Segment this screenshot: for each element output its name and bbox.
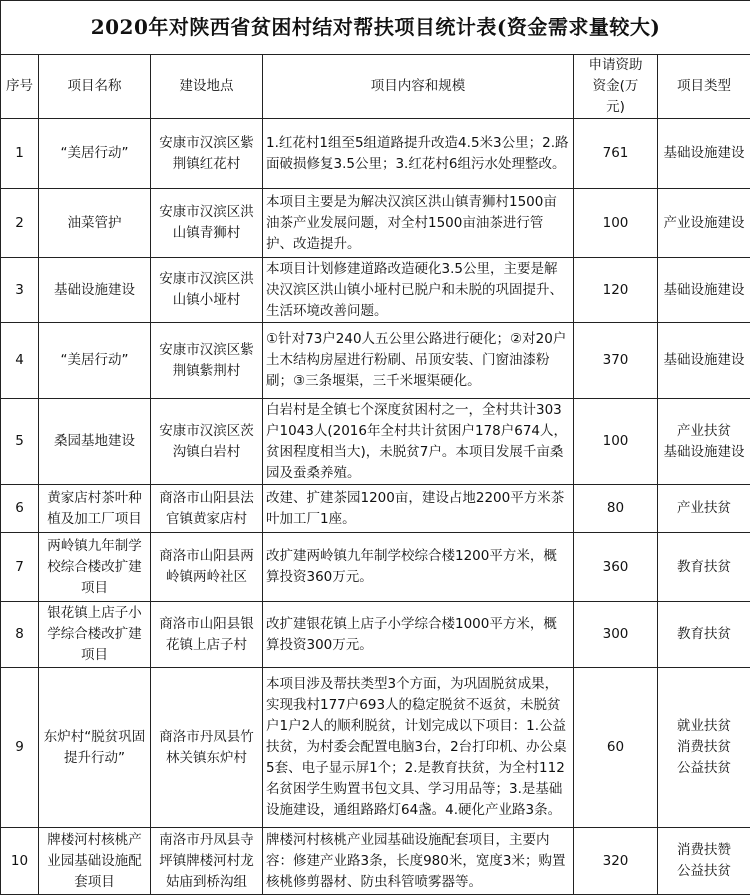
project-type bbox=[658, 602, 750, 668]
project-name: 东炉村“脱贫巩固提升行动” bbox=[39, 668, 151, 828]
content: 本项目计划修建道路改造硬化3.5公里，主要是解决汉滨区洪山镇小垭村已脱户和未脱的巩固提升、生活环境改善问题。 bbox=[263, 258, 574, 323]
project-type-item: 就业扶贫 bbox=[660, 716, 748, 737]
project-type-item: 基础设施建设 bbox=[660, 143, 748, 164]
location: 安康市汉滨区洪山镇小垭村 bbox=[151, 258, 263, 323]
project-name: “美居行动” bbox=[39, 323, 151, 399]
content: 改扩建两岭镇九年制学校综合楼1200平方米，概算投资360万元。 bbox=[263, 533, 574, 602]
project-type-item: 产业扶贫 bbox=[660, 421, 748, 442]
table-row bbox=[1, 668, 750, 828]
project-name: 两岭镇九年制学校综合楼改扩建项目 bbox=[39, 533, 151, 602]
location: 商洛市山阳县两岭镇两岭社区 bbox=[151, 533, 263, 602]
header-no: 序号 bbox=[1, 55, 39, 119]
funds: 80 bbox=[574, 485, 658, 533]
header-name: 项目名称 bbox=[39, 55, 151, 119]
project-type-item: 基础设施建设 bbox=[660, 442, 748, 463]
project-name: 黄家店村茶叶种植及加工厂项目 bbox=[39, 485, 151, 533]
header-content: 项目内容和规模 bbox=[263, 55, 574, 119]
location: 安康市汉滨区茨沟镇白岩村 bbox=[151, 399, 263, 485]
content: ①针对73户240人五公里公路进行硬化；②对20户土木结构房屋进行粉刷、吊顶安装、门窗油漆粉刷；③三条堰渠，三千米堰渠硬化。 bbox=[263, 323, 574, 399]
funds: 100 bbox=[574, 189, 658, 258]
project-type-item: 消费扶赞 bbox=[660, 840, 748, 861]
row-no: 2 bbox=[1, 189, 39, 258]
funds: 120 bbox=[574, 258, 658, 323]
row-no: 9 bbox=[1, 668, 39, 828]
funds: 370 bbox=[574, 323, 658, 399]
row-no: 4 bbox=[1, 323, 39, 399]
location: 商洛市山阳县银花镇上店子村 bbox=[151, 602, 263, 668]
project-name: 油菜管护 bbox=[39, 189, 151, 258]
location: 商洛市山阳县法官镇黄家店村 bbox=[151, 485, 263, 533]
row-no: 7 bbox=[1, 533, 39, 602]
content: 牌楼河村核桃产业园基础设施配套项目，主要内容：修建产业路3条，长度980米，宽度3米；购置核桃修剪器材、防虫科管喷雾器等。 bbox=[263, 828, 574, 895]
table-row bbox=[1, 828, 750, 895]
project-type-item: 公益扶贫 bbox=[660, 861, 748, 882]
funds: 360 bbox=[574, 533, 658, 602]
header-location: 建设地点 bbox=[151, 55, 263, 119]
funds: 60 bbox=[574, 668, 658, 828]
funds: 300 bbox=[574, 602, 658, 668]
table-row bbox=[1, 189, 750, 258]
project-type bbox=[658, 323, 750, 399]
project-type bbox=[658, 668, 750, 828]
table-row bbox=[1, 399, 750, 485]
project-name: 基础设施建设 bbox=[39, 258, 151, 323]
table-row bbox=[1, 258, 750, 323]
content: 1.红花村1组至5组道路提升改造4.5米3公里；2.路面破损修复3.5公里；3.红花村6组污水处理整改。 bbox=[263, 119, 574, 189]
row-no: 1 bbox=[1, 119, 39, 189]
table-row bbox=[1, 323, 750, 399]
project-name: 牌楼河村核桃产业园基础设施配套项目 bbox=[39, 828, 151, 895]
project-type bbox=[658, 485, 750, 533]
content: 本项目主要是为解决汉滨区洪山镇青狮村1500亩油茶产业发展问题，对全村1500亩油茶进行管护、改造提升。 bbox=[263, 189, 574, 258]
header-row bbox=[1, 55, 750, 119]
table-row bbox=[1, 533, 750, 602]
content: 白岩村是全镇七个深度贫困村之一，全村共计303户1043人(2016年全村共计贫困户178户674人，贫困程度相当大)，未脱贫7户。本项目发展千亩桑园及蚕桑养殖。 bbox=[263, 399, 574, 485]
table-row bbox=[1, 485, 750, 533]
project-type bbox=[658, 533, 750, 602]
content: 改扩建银花镇上店子小学综合楼1000平方米，概算投资300万元。 bbox=[263, 602, 574, 668]
project-type-item: 教育扶贫 bbox=[660, 557, 748, 578]
project-type-item: 教育扶贫 bbox=[660, 624, 748, 645]
project-type bbox=[658, 258, 750, 323]
project-type-item: 基础设施建设 bbox=[660, 280, 748, 301]
row-no: 8 bbox=[1, 602, 39, 668]
content: 改建、扩建茶园1200亩，建设占地2200平方米茶叶加工厂1座。 bbox=[263, 485, 574, 533]
project-type-item: 产业扶贫 bbox=[660, 498, 748, 519]
funds: 761 bbox=[574, 119, 658, 189]
funds: 100 bbox=[574, 399, 658, 485]
row-no: 10 bbox=[1, 828, 39, 895]
location: 商洛市丹凤县竹林关镇东炉村 bbox=[151, 668, 263, 828]
project-type-item: 基础设施建设 bbox=[660, 350, 748, 371]
table-row bbox=[1, 119, 750, 189]
row-no: 6 bbox=[1, 485, 39, 533]
project-type bbox=[658, 399, 750, 485]
location: 安康市汉滨区洪山镇青狮村 bbox=[151, 189, 263, 258]
project-type-item: 消费扶贫 bbox=[660, 737, 748, 758]
project-name: 银花镇上店子小学综合楼改扩建项目 bbox=[39, 602, 151, 668]
project-type bbox=[658, 189, 750, 258]
content: 本项目涉及帮扶类型3个方面，为巩固脱贫成果，实现我村177户693人的稳定脱贫不返贫，未脱贫户1户2人的顺利脱贫，计划完成以下项目：1.公益扶贫，为村委会配置电脑3台，2台打印机、办公桌5套、电子显示屏1个；2.是教育扶贫，为全村112名贫困学生购置书包文具、学习用品等；3.是基础设施建设，通组路路灯64盏。4.硬化产业路3条。 bbox=[263, 668, 574, 828]
location: 安康市汉滨区紫荆镇红花村 bbox=[151, 119, 263, 189]
location: 南洛市丹凤县寺坪镇牌楼河村龙姑庙到桥沟组 bbox=[151, 828, 263, 895]
project-type-item: 公益扶贫 bbox=[660, 758, 748, 779]
project-type bbox=[658, 828, 750, 895]
row-no: 5 bbox=[1, 399, 39, 485]
header-type: 项目类型 bbox=[658, 55, 750, 119]
row-no: 3 bbox=[1, 258, 39, 323]
funds: 320 bbox=[574, 828, 658, 895]
project-type bbox=[658, 119, 750, 189]
header-funds: 申请资助资金(万元) bbox=[574, 55, 658, 119]
project-name: “美居行动” bbox=[39, 119, 151, 189]
table-title: 2020年对陕西省贫困村结对帮扶项目统计表(资金需求量较大) bbox=[1, 1, 750, 55]
location: 安康市汉滨区紫荆镇紫荆村 bbox=[151, 323, 263, 399]
project-name: 桑园基地建设 bbox=[39, 399, 151, 485]
project-type-item: 产业设施建设 bbox=[660, 213, 748, 234]
table-row bbox=[1, 602, 750, 668]
